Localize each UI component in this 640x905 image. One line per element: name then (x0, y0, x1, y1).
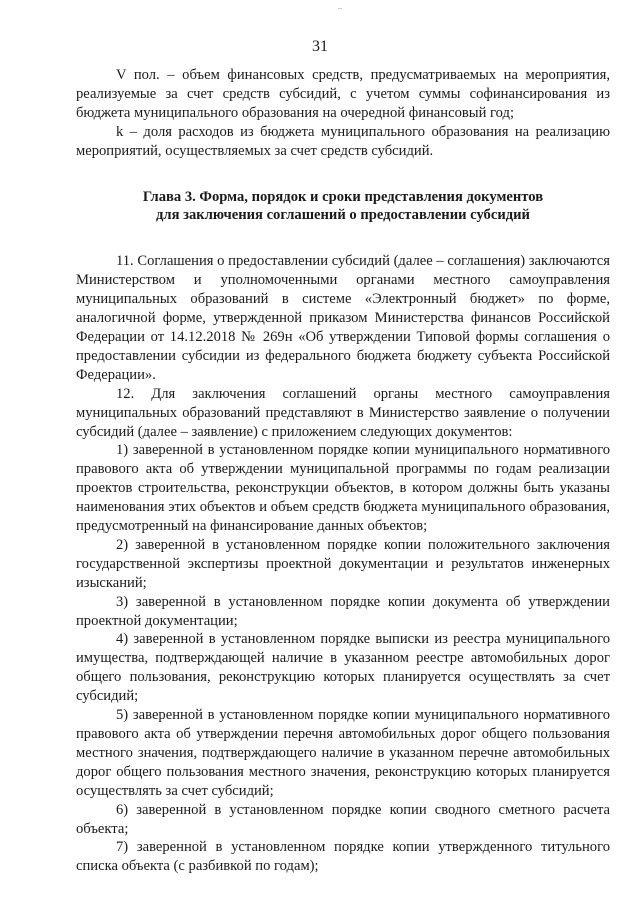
page-content (76, 66, 610, 876)
list-item-4: 4) заверенной в установленном порядке выписки из реестра муниципального имущества, подтверждающей наличие в указанном реестре автомобильных дорог общего пользования, реконструкцию которых планируется осуществлять за счет субсидий; (76, 631, 610, 705)
chapter-heading (76, 188, 610, 226)
list-item-2: 2) заверенной в установленном порядке копии положительного заключения государственной экспертизы проектной документации и результатов инженерных изысканий; (76, 536, 610, 591)
paragraph-v-definition: V пол. – объем финансовых средств, предусматриваемых на мероприятия, реализуемые за счет средств субсидий, с учетом суммы софинансирования из бюджета муниципального образования на очередной финансовый год; (76, 67, 610, 121)
scan-mark: .. (338, 2, 342, 11)
page-number: 31 (312, 38, 328, 55)
paragraph-item-11: 11. Соглашения о предоставлении субсидий (далее – соглашения) заключаются Министерством и уполномоченными органами местного самоуправления муниципальных образований в системе «Электронный бюджет» по форме, аналогичной форме, утвержденной приказом Министерства финансов Российской Федерации от 14.12.2018 № 269н «Об утверждении Типовой формы соглашения о предоставлении субсидии из федерального бюджета бюджету субъекта Российской Федерации». (76, 253, 610, 383)
paragraph-item-12: 12. Для заключения соглашений органы местного самоуправления муниципальных образований представляют в Министерство заявление о получении субсидий (далее – заявление) с приложением следующих документов: (76, 385, 610, 440)
chapter-heading-line-2: для заключения соглашений о предоставлении субсидий (156, 207, 530, 224)
list-item-3: 3) заверенной в установленном порядке копии документа об утверждении проектной документации; (76, 593, 610, 629)
list-item-6: 6) заверенной в установленном порядке копии сводного сметного расчета объекта; (76, 801, 610, 837)
list-item-1: 1) заверенной в установленном порядке копии муниципального нормативного правового акта об утверждении муниципальной программы по годам реализации проектов строительства, реконструкции объектов, в котором должны быть указаны наименования этих объектов и объем средств бюджета муниципального образования, предусмотренный на финансирование данных объектов; (76, 442, 610, 535)
chapter-heading-line-1: Глава 3. Форма, порядок и сроки представления документов (142, 188, 544, 205)
paragraph-k-definition: k – доля расходов из бюджета муниципального образования на реализацию мероприятий, осуществляемых за счет средств субсидий. (76, 123, 610, 159)
list-item-5: 5) заверенной в установленном порядке копии муниципального нормативного правового акта об утверждении перечня автомобильных дорог общего пользования местного значения, подтверждающего наличие в указанном перечне автомобильных дорог общего пользования местного значения, реконструкцию которых планируется осуществлять за счет субсидий; (76, 707, 610, 799)
list-item-7: 7) заверенной в установленном порядке копии утвержденного титульного списка объекта (с разбивкой по годам); (76, 839, 610, 875)
